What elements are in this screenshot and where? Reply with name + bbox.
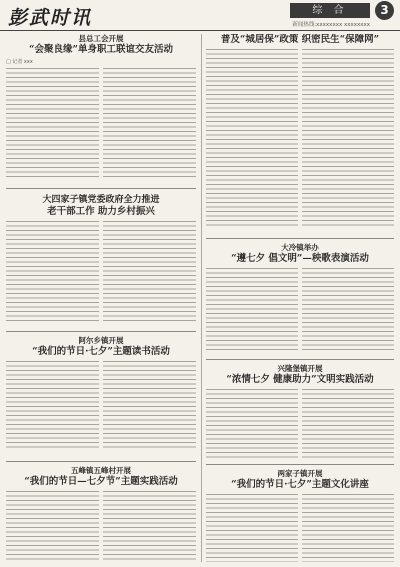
article-heading <box>6 194 196 218</box>
article-yangge-show <box>206 243 394 355</box>
article-separator <box>6 461 196 462</box>
article-culture-lecture <box>206 469 394 564</box>
article-body <box>206 49 394 227</box>
article-headline: 老干部工作 助力乡村振兴 <box>47 206 155 217</box>
body-text <box>6 68 99 178</box>
article-reading-event <box>6 336 196 456</box>
article-qixi-practice <box>6 466 196 564</box>
article-separator <box>206 464 394 465</box>
article-union-mixer <box>6 34 196 180</box>
article-heading <box>206 364 394 386</box>
issue-line: 新闻热线:xxxxxxxx xxxxxxxx <box>292 22 370 28</box>
body-text <box>206 49 298 227</box>
column-divider <box>201 34 202 562</box>
body-text <box>302 268 394 352</box>
article-heading <box>206 469 394 491</box>
article-byline: □ 记者 xxx <box>6 59 33 65</box>
article-body <box>206 389 394 459</box>
body-text <box>6 491 99 561</box>
article-kicker: 五峰镇五峰村开展 <box>71 466 131 475</box>
article-separator <box>6 188 196 189</box>
article-heading <box>6 466 196 488</box>
article-headline: “浓情七夕 健康助力”文明实践活动 <box>226 374 374 385</box>
body-text <box>103 68 196 178</box>
article-pension-policy <box>206 34 394 234</box>
body-text <box>6 361 99 451</box>
article-body <box>206 494 394 562</box>
article-headline: “遵七夕 倡文明”—秧歌表演活动 <box>231 253 369 264</box>
article-kicker: 阿尔乡镇开展 <box>78 336 124 345</box>
article-kicker: 大冷镇举办 <box>281 243 319 252</box>
article-separator <box>6 331 196 332</box>
article-body <box>6 491 196 561</box>
body-text <box>6 221 99 323</box>
article-kicker: 县总工会开展 <box>78 34 124 43</box>
article-heading <box>6 34 196 56</box>
article-headline: “我们的节日—七夕节”主题实践活动 <box>24 476 178 487</box>
body-text <box>302 49 394 227</box>
article-body <box>206 268 394 352</box>
body-text <box>206 494 298 562</box>
page-number: 3 <box>375 1 394 20</box>
body-text <box>103 361 196 451</box>
article-separator <box>206 359 394 360</box>
article-heading <box>6 336 196 358</box>
article-headline: 普及“城居保”政策 织密民生“保障网” <box>220 34 380 45</box>
body-text <box>302 494 394 562</box>
article-health-practice <box>206 364 394 460</box>
article-heading <box>206 34 394 46</box>
article-headline: “我们的节日·七夕”主题文化讲座 <box>231 479 369 490</box>
body-text <box>103 491 196 561</box>
body-text <box>302 389 394 459</box>
article-kicker: 两家子镇开展 <box>277 469 323 478</box>
article-heading <box>206 243 394 265</box>
article-separator <box>206 238 394 239</box>
masthead <box>0 0 400 31</box>
article-headline: “我们的节日·七夕”主题读书活动 <box>32 346 170 357</box>
newspaper-name: 彭武时讯 <box>8 7 93 29</box>
article-body <box>6 361 196 451</box>
body-text <box>103 221 196 323</box>
article-kicker: 兴隆堡镇开展 <box>277 364 323 373</box>
article-veteran-cadres <box>6 194 196 324</box>
article-body <box>6 68 196 178</box>
body-text <box>206 268 298 352</box>
body-text <box>206 389 298 459</box>
article-kicker: 大四家子镇党委政府全力推进 <box>42 195 160 205</box>
section-tag: 综 合 <box>290 3 370 18</box>
article-body <box>6 221 196 323</box>
article-headline: “会聚良缘”单身职工联谊交友活动 <box>29 44 173 55</box>
